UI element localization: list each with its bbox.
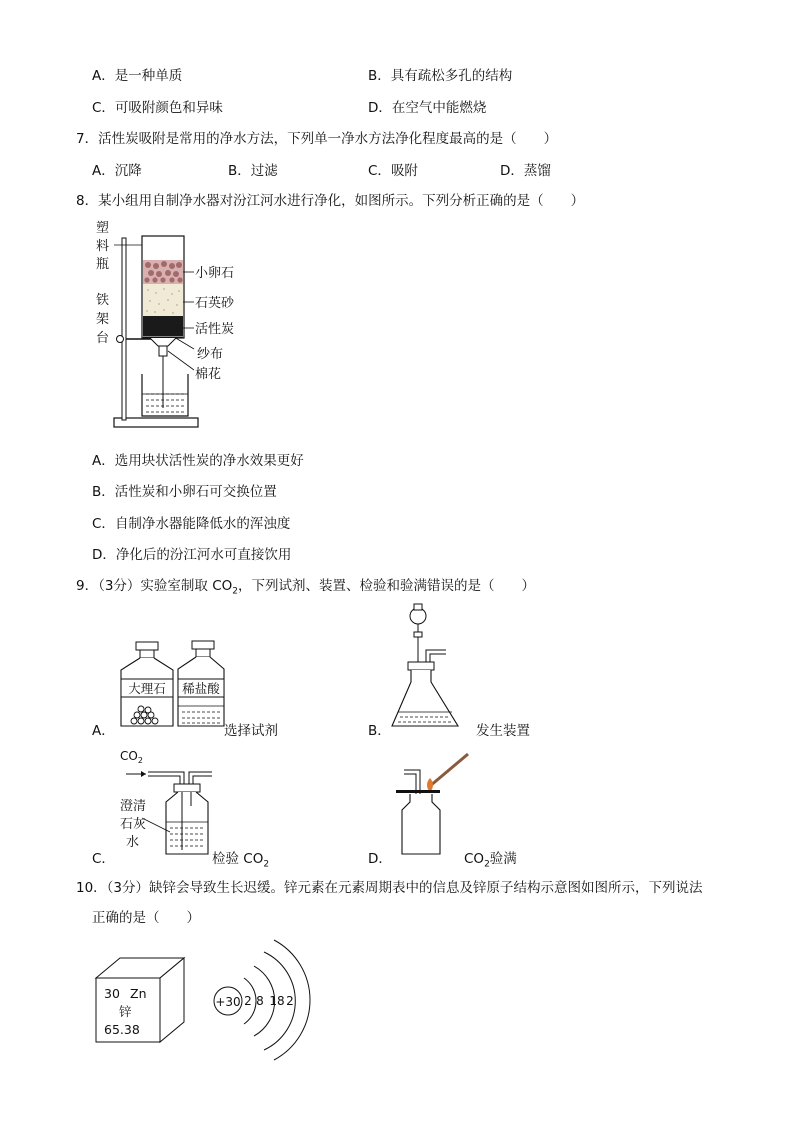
limewater-test-figure <box>114 746 214 862</box>
q6-option-d: D．在空气中能燃烧 <box>368 100 487 116</box>
q8-option-a: A．选用块状活性炭的净水效果更好 <box>92 453 304 469</box>
q9-option-c-caption: 检验 $CO_2$ <box>212 851 270 870</box>
limewater-label-2: 石灰 <box>120 817 147 832</box>
q9-stem: 9．（3分）实验室制取 $CO_2$，下列试剂、装置、检验和验满错误的是（ ） <box>76 578 536 597</box>
element-name: 锌 <box>119 1004 132 1019</box>
shell-3-electrons: 18 <box>269 994 285 1008</box>
water-purifier-figure <box>92 218 262 436</box>
layer-label-carbon: 活性炭 <box>195 322 235 337</box>
q10-stem-line1: 10．（3分）缺锌会导致生长迟缓。锌元素在元素周期表中的信息及锌原子结构示意图如图所示，下列说法 <box>76 880 703 896</box>
gas-label: $CO_2$ <box>120 749 143 765</box>
atomic-number: 30 <box>104 986 120 1001</box>
stand-label-1: 铁 <box>96 293 110 308</box>
q6-option-b: B．具有疏松多孔的结构 <box>368 68 513 84</box>
acid-label: 稀盐酸 <box>182 681 220 696</box>
q8-option-d: D．净化后的汾江河水可直接饮用 <box>92 547 292 563</box>
q9-option-c-letter: C． <box>92 851 115 867</box>
shell-1-electrons: 2 <box>244 994 252 1008</box>
q7-option-c: C．吸附 <box>368 163 418 179</box>
q7-stem: 7．活性炭吸附是常用的净水方法，下列单一净水方法净化程度最高的是（ ） <box>76 131 558 147</box>
zinc-figure <box>92 930 306 1060</box>
shell-4-electrons: 2 <box>286 994 294 1008</box>
element-symbol: Zn <box>130 986 147 1001</box>
layer-label-sand: 石英砂 <box>195 296 235 311</box>
q7-option-d: D．蒸馏 <box>500 163 551 179</box>
layer-label-gauze: 纱布 <box>197 347 224 362</box>
q9-option-b-caption: 发生装置 <box>476 723 530 739</box>
shell-2-electrons: 8 <box>256 994 264 1008</box>
q10-stem-line2: 正确的是（ ） <box>92 910 200 926</box>
q6-option-c: C．可吸附颜色和异味 <box>92 100 223 116</box>
q9-option-d-letter: D． <box>368 851 392 867</box>
marble-label: 大理石 <box>128 681 166 696</box>
atomic-mass: 65.38 <box>104 1022 140 1037</box>
q6-option-a: A．是一种单质 <box>92 68 183 84</box>
nucleus-charge: +30 <box>215 995 241 1009</box>
q9-option-a-letter: A． <box>92 723 115 739</box>
limewater-label-3: 水 <box>126 835 140 850</box>
q9-option-d-caption: $CO_2$验满 <box>464 851 517 870</box>
stand-label-2: 架 <box>96 312 110 327</box>
layer-label-cotton: 棉花 <box>195 367 222 382</box>
reagent-bottles-figure <box>112 638 224 730</box>
q8-option-b: B．活性炭和小卵石可交换位置 <box>92 484 277 500</box>
q7-option-b: B．过滤 <box>228 163 278 179</box>
bottle-label-3: 瓶 <box>96 257 110 272</box>
bottle-label-1: 塑 <box>96 221 110 236</box>
bottle-label-2: 料 <box>96 239 110 254</box>
limewater-label-1: 澄清 <box>120 799 147 814</box>
gas-generator-figure <box>388 604 476 732</box>
q8-option-c: C．自制净水器能降低水的浑浊度 <box>92 516 291 532</box>
layer-label-pebbles: 小卵石 <box>195 266 235 281</box>
full-check-figure <box>396 750 476 860</box>
q9-option-b-letter: B． <box>368 723 391 739</box>
q8-stem: 8．某小组用自制净水器对汾江河水进行净化，如图所示。下列分析正确的是（ ） <box>76 193 585 209</box>
q7-option-a: A．沉降 <box>92 163 142 179</box>
stand-label-3: 台 <box>96 331 110 346</box>
q9-option-a-caption: 选择试剂 <box>224 723 278 739</box>
